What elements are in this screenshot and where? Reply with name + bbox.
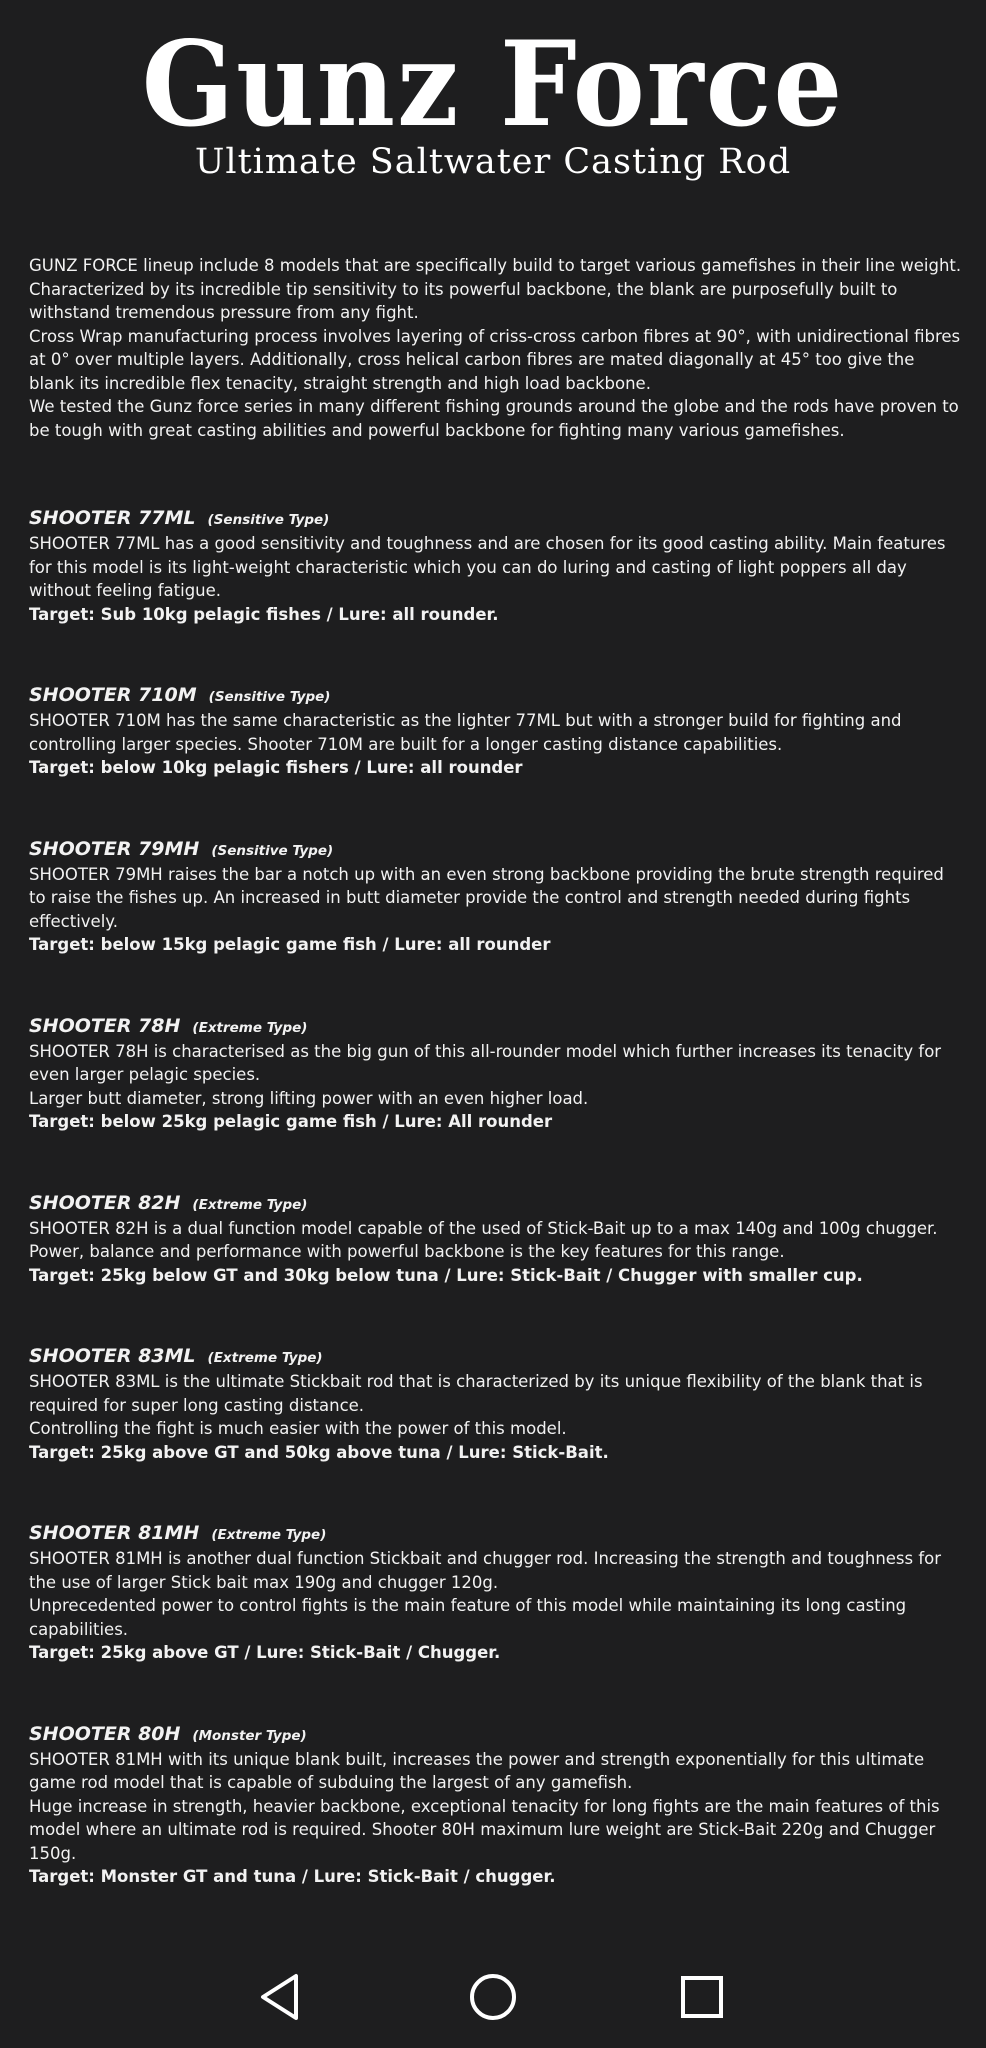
model-name: SHOOTER 710M [29,684,197,706]
model-name: SHOOTER 80H [29,1722,181,1745]
model-type: (Sensitive Type) [211,842,334,859]
model-shooter-77ml [29,507,964,626]
article-content [29,254,964,1889]
system-navigation-bar [0,1950,986,2040]
home-circle-icon [466,1970,520,2024]
model-name: SHOOTER 79MH [29,837,200,860]
recents-button[interactable] [675,1970,729,2024]
model-name: SHOOTER 82H [29,1191,181,1214]
model-description: SHOOTER 710M has the same characteristic as the lighter 77ML but with a stronger build for fighting and controlling larger species. Shooter 710M are built for a longer casting distance capabilities. [29,711,902,754]
model-type: (Sensitive Type) [207,512,330,528]
model-name: SHOOTER 83ML [29,1345,196,1367]
model-description: SHOOTER 83ML is the ultimate Stickbait rod that is characterized by its unique flexibility of the blank that is required for super long casting distance. [29,1372,923,1415]
back-triangle-icon [255,1970,309,2024]
model-description: Controlling the fight is much easier with the power of this model. [29,1419,567,1438]
model-description: SHOOTER 82H is a dual function model capable of the used of Stick-Bait up to a max 140g and 100g chugger. Power, balance and performance with powerful backbone is the key features for this range. [29,1218,938,1261]
model-description: SHOOTER 79MH raises the bar a notch up with an even strong backbone providing the brute strength required to raise the fishes up. An increased in butt diameter provide the control and strength needed during fights effectively. [29,864,944,931]
model-description: Huge increase in strength, heavier backbone, exceptional tenacity for long fights are the main features of this model where an ultimate rod is required. Shooter 80H maximum lure weight are Stick-Bait 220g and Chugger 150g. [29,1796,940,1863]
recents-square-icon [675,1970,729,2024]
model-shooter-82h [29,1192,964,1288]
model-target: Target: 25kg above GT and 50kg above tuna / Lure: Stick-Bait. [29,1442,609,1462]
model-description: SHOOTER 77ML has a good sensitivity and toughness and are chosen for its good casting ability. Main features for this model is its light-weight characteristic which you can do luring and casting of light poppers all day without feeling fatigue. [29,534,946,600]
model-target: Target: Monster GT and tuna / Lure: Stick-Bait / chugger. [29,1867,556,1886]
model-type: (Monster Type) [192,1727,307,1744]
model-target: Target: below 15kg pelagic game fish / Lure: all rounder [29,935,551,954]
header [0,16,986,184]
model-description: SHOOTER 81MH is another dual function Stickbait and chugger rod. Increasing the strength and toughness for the use of larger Stick bait max 190g and chugger 120g. [29,1549,942,1592]
model-name: SHOOTER 78H [29,1014,181,1037]
model-type: (Extreme Type) [207,1350,323,1366]
brand-subtitle: Ultimate Saltwater Casting Rod [194,142,792,182]
model-type: (Extreme Type) [192,1019,308,1036]
model-description: Larger butt diameter, strong lifting power with an even higher load. [29,1088,589,1108]
model-shooter-78h [29,1015,964,1134]
model-description: SHOOTER 81MH with its unique blank built, increases the power and strength exponentially for this ultimate game rod model that is capable of subduing the largest of any gamefish. [29,1749,925,1792]
intro-paragraph: Cross Wrap manufacturing process involves layering of criss-cross carbon fibres at 90°, with unidirectional fibres at 0° over multiple layers. Additionally, cross helical carbon fibres are mated diagonally at 45° too give the blank its incredible flex tenacity, straight strength and high load backbone. [29,326,961,393]
back-button[interactable] [255,1970,309,2024]
model-shooter-79mh [29,838,964,957]
intro-section [29,254,964,442]
model-target: Target: below 10kg pelagic fishers / Lure: all rounder [29,758,523,777]
model-target: Target: Sub 10kg pelagic fishes / Lure: all rounder. [29,604,499,624]
model-description: SHOOTER 78H is characterised as the big gun of this all-rounder model which further increases its tenacity for even larger pelagic species. [29,1041,942,1084]
intro-paragraph: We tested the Gunz force series in many different fishing grounds around the globe and the rods have proven to be tough with great casting abilities and powerful backbone for fighting many various gamefishes. [29,397,959,440]
model-name: SHOOTER 77ML [29,507,196,529]
model-shooter-83ml [29,1345,964,1464]
model-type: (Extreme Type) [211,1527,327,1543]
model-shooter-80h [29,1723,964,1889]
brand-logo: Gunz Force [141,16,845,154]
model-target: Target: below 25kg pelagic game fish / Lure: All rounder [29,1112,553,1131]
model-type: (Sensitive Type) [208,689,331,705]
model-name: SHOOTER 81MH [29,1522,200,1544]
home-button[interactable] [466,1970,520,2024]
intro-paragraph: GUNZ FORCE lineup include 8 models that are specifically build to target various gamefishes in their line weight. Characterized by its incredible tip sensitivity to its powerful backbone, the blank are purposefully built to withstand tremendous pressure from any fight. [29,256,962,322]
model-shooter-81mh [29,1522,964,1665]
model-target: Target: 25kg above GT / Lure: Stick-Bait / Chugger. [29,1643,501,1662]
model-shooter-710m [29,684,964,780]
model-description: Unprecedented power to control fights is the main feature of this model while maintaining its long casting capabilities. [29,1596,907,1639]
model-type: (Extreme Type) [192,1196,308,1213]
model-target: Target: 25kg below GT and 30kg below tuna / Lure: Stick-Bait / Chugger with smaller cup. [29,1265,863,1285]
